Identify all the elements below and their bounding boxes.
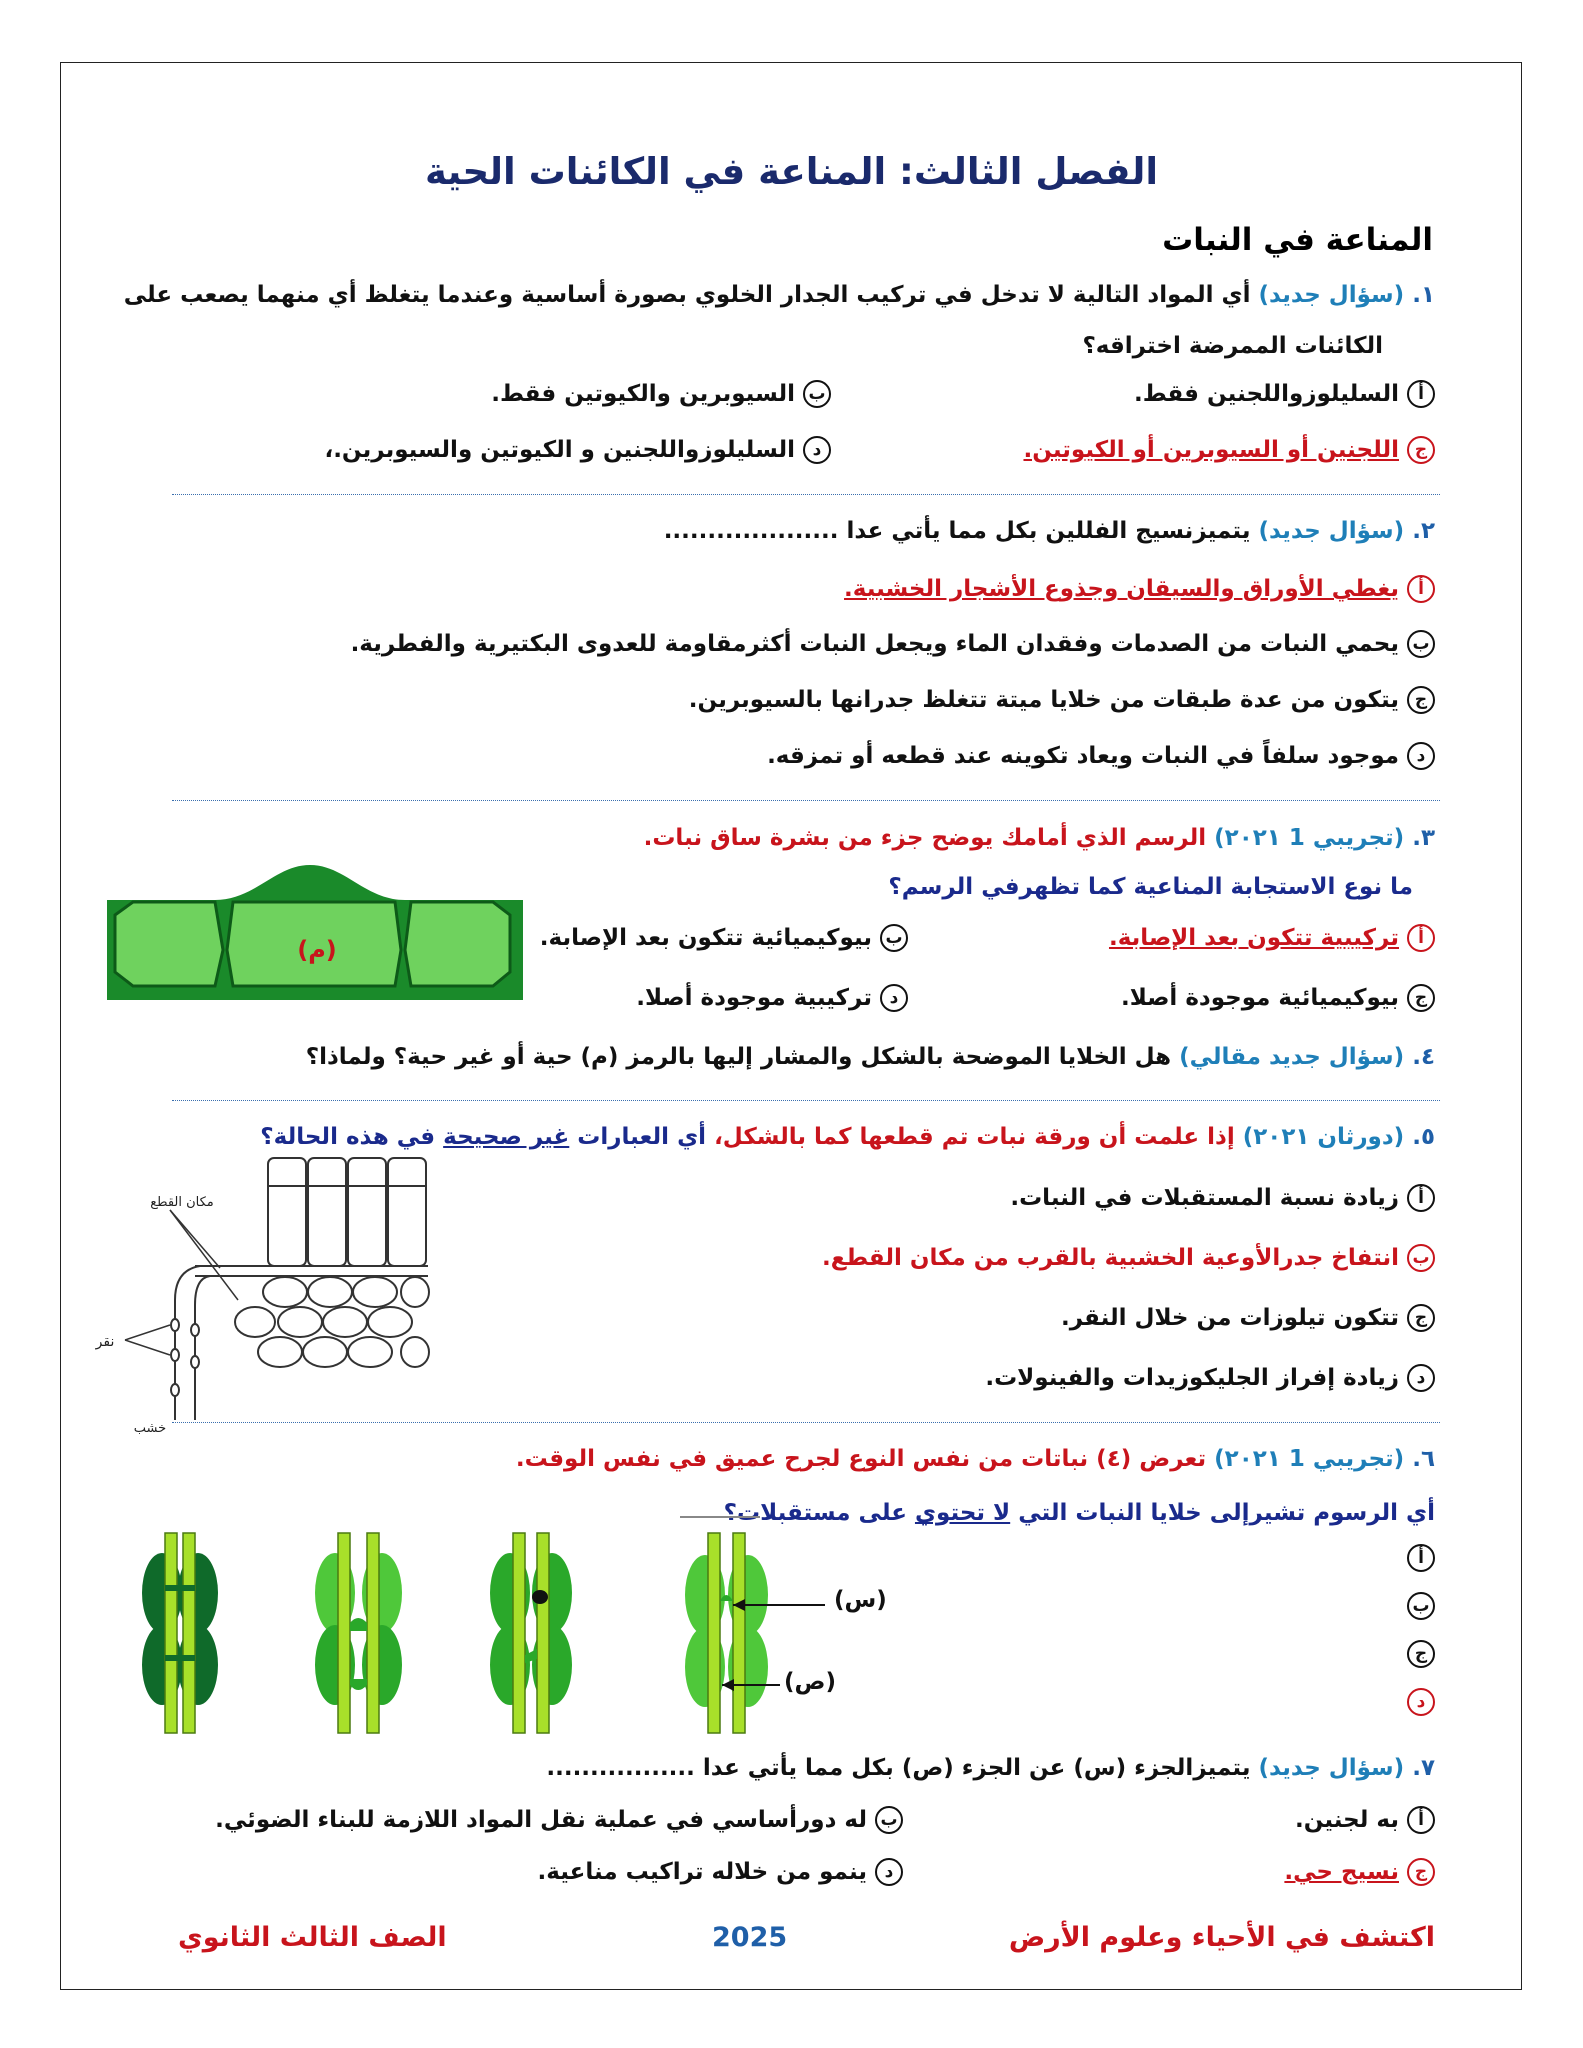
question-4: ٤. (سؤال جديد مقالي) هل الخلايا الموضحة بالشكل والمشار إليها بالرمز (م) حية أو غير حية؟ ولماذا؟ [305,1044,1435,1070]
label-xylem: خشب [133,1421,167,1435]
option-letter: أ [1407,1184,1435,1212]
question-6: ٦. (تجريبي 1 ٢٠٢١) تعرض (٤) نباتات من نفس النوع لجرح عميق في نفس الوقت. [515,1446,1435,1472]
vessel-figure-2 [315,1533,402,1733]
option-letter: ب [1407,630,1435,658]
question-1: ١. (سؤال جديد) أي المواد التالية لا تدخل في تركيب الجدار الخلوي بصورة أساسية وعندما يتغلظ أي منهما يصعب على [123,282,1435,308]
cell-label-m: (م) [297,936,337,964]
vessels-figure [120,1505,840,1750]
label-cut-site: مكان القطع [150,1195,214,1210]
q7-option-c-correct[interactable]: ج نسيج حي. [1284,1858,1435,1886]
q2-option-c[interactable]: ج يتكون من عدة طبقات من خلايا ميتة تتغلظ جدرانها بالسيوبرين. [689,686,1435,714]
label-p: (ص) [784,1669,836,1695]
label-pits: نقر [95,1334,115,1350]
section-heading: المناعة في النبات [1162,222,1433,258]
q3-option-d[interactable]: د تركيبية موجودة أصلا. [636,984,908,1012]
footer-book-title: اكتشف في الأحياء وعلوم الأرض [1008,1922,1435,1953]
question-3: ٣. (تجريبي 1 ٢٠٢١) الرسم الذي أمامك يوضح جزء من بشرة ساق نبات. [643,825,1435,851]
footer-grade: الصف الثالث الثانوي [178,1922,447,1953]
option-letter: أ [1407,924,1435,952]
separator [172,494,1440,495]
q5-option-c[interactable]: ج تتكون تيلوزات من خلال النقر. [1061,1304,1435,1332]
option-letter: د [803,436,831,464]
option-letter: أ [1407,1806,1435,1834]
question-5: ٥. (دورثان ٢٠٢١) إذا علمت أن ورقة نبات تم قطعها كما بالشكل، أي العبارات غير صحيحة في هذه الحالة؟ [260,1124,1435,1150]
label-s: (س) [834,1587,887,1613]
option-letter: أ [1407,380,1435,408]
option-letter: ج [1407,686,1435,714]
option-letter: د [875,1858,903,1886]
q5-option-b-correct[interactable]: ب انتفاخ جدرالأوعية الخشبية بالقرب من مكان القطع. [822,1244,1435,1272]
option-letter: ج [1407,436,1435,464]
separator [172,1422,1440,1423]
option-letter: د [880,984,908,1012]
option-letter: ج [1407,984,1435,1012]
question-2: ٢. (سؤال جديد) يتميزنسيج الفللين بكل مما يأتي عدا .................... [663,518,1435,544]
q6-options [1407,1544,1435,1716]
separator [172,1100,1440,1101]
cell-left [115,902,223,986]
q2-option-b[interactable]: ب يحمي النبات من الصدمات وفقدان الماء ويجعل النبات أكثرمقاومة للعدوى البكتيرية والفطرية. [351,630,1435,658]
vessel-figure-1 [142,1533,218,1733]
question-6-sub: أي الرسوم تشيرإلى خلايا النبات التي لا تحتوي على مستقبلات؟ [723,1500,1435,1526]
q5-option-d[interactable]: د زيادة إفراز الجليكوزيدات والفينولات. [985,1364,1435,1392]
q5-option-a[interactable]: أ زيادة نسبة المستقبلات في النبات. [1010,1184,1435,1212]
q6-option-c[interactable]: ج [1407,1640,1435,1668]
q3-option-a-correct[interactable]: أ تركيبية تتكون بعد الإصابة. [1109,924,1435,952]
leaf-cut-figure [70,1150,430,1435]
option-letter: ب [875,1806,903,1834]
cell-right [405,902,510,986]
cell-bulge [215,865,405,900]
option-letter: ب [880,924,908,952]
question-3-sub: ما نوع الاستجابة المناعية كما تظهرفي الرسم؟ [888,874,1413,900]
q2-option-d[interactable]: د موجود سلفاً في النبات ويعاد تكوينه عند قطعه أو تمزقه. [767,742,1435,770]
q7-option-d[interactable]: د ينمو من خلاله تراكيب مناعية. [538,1858,903,1886]
option-letter: ب [803,380,831,408]
option-letter: ب [1407,1244,1435,1272]
q6-option-a[interactable]: أ [1407,1544,1435,1572]
option-letter: د [1407,1364,1435,1392]
vessel-figure-3 [490,1533,572,1733]
q3-option-c[interactable]: ج بيوكيميائية موجودة أصلا. [1121,984,1435,1012]
option-letter: ج [1407,1858,1435,1886]
q1-option-b[interactable]: ب السيوبرين والكيوتين فقط. [491,380,831,408]
vessel-figure-4 [685,1533,825,1733]
option-letter: ج [1407,1304,1435,1332]
q3-option-b[interactable]: ب بيوكيميائية تتكون بعد الإصابة. [540,924,908,952]
q2-option-a-correct[interactable]: أ يغطي الأوراق والسيقان وجذوع الأشجار الخشبية. [844,575,1435,603]
footer-year: 2025 [712,1922,788,1953]
option-letter: أ [1407,575,1435,603]
q6-option-d-correct[interactable]: د [1407,1688,1435,1716]
q6-option-b[interactable]: ب [1407,1592,1435,1620]
separator [172,800,1440,801]
question-1-line2: الكائنات الممرضة اختراقه؟ [1082,333,1383,359]
q1-option-a[interactable]: أ السليلوزواللجنين فقط. [1134,380,1435,408]
option-letter: د [1407,742,1435,770]
page-title: الفصل الثالث: المناعة في الكائنات الحية [424,150,1159,193]
q7-option-a[interactable]: أ به لجنين. [1295,1806,1435,1834]
q7-option-b[interactable]: ب له دورأساسي في عملية نقل المواد اللازمة للبناء الضوئي. [215,1806,903,1834]
epidermis-figure [105,860,525,1005]
q1-option-c-correct[interactable]: ج اللجنين أو السيوبرين أو الكيوتين. [1023,436,1435,464]
q1-option-d[interactable]: د السليلوزواللجنين و الكيوتين والسيوبرين.، [324,436,831,464]
question-7: ٧. (سؤال جديد) يتميزالجزء (س) عن الجزء (ص) بكل مما يأتي عدا ................. [546,1755,1435,1781]
